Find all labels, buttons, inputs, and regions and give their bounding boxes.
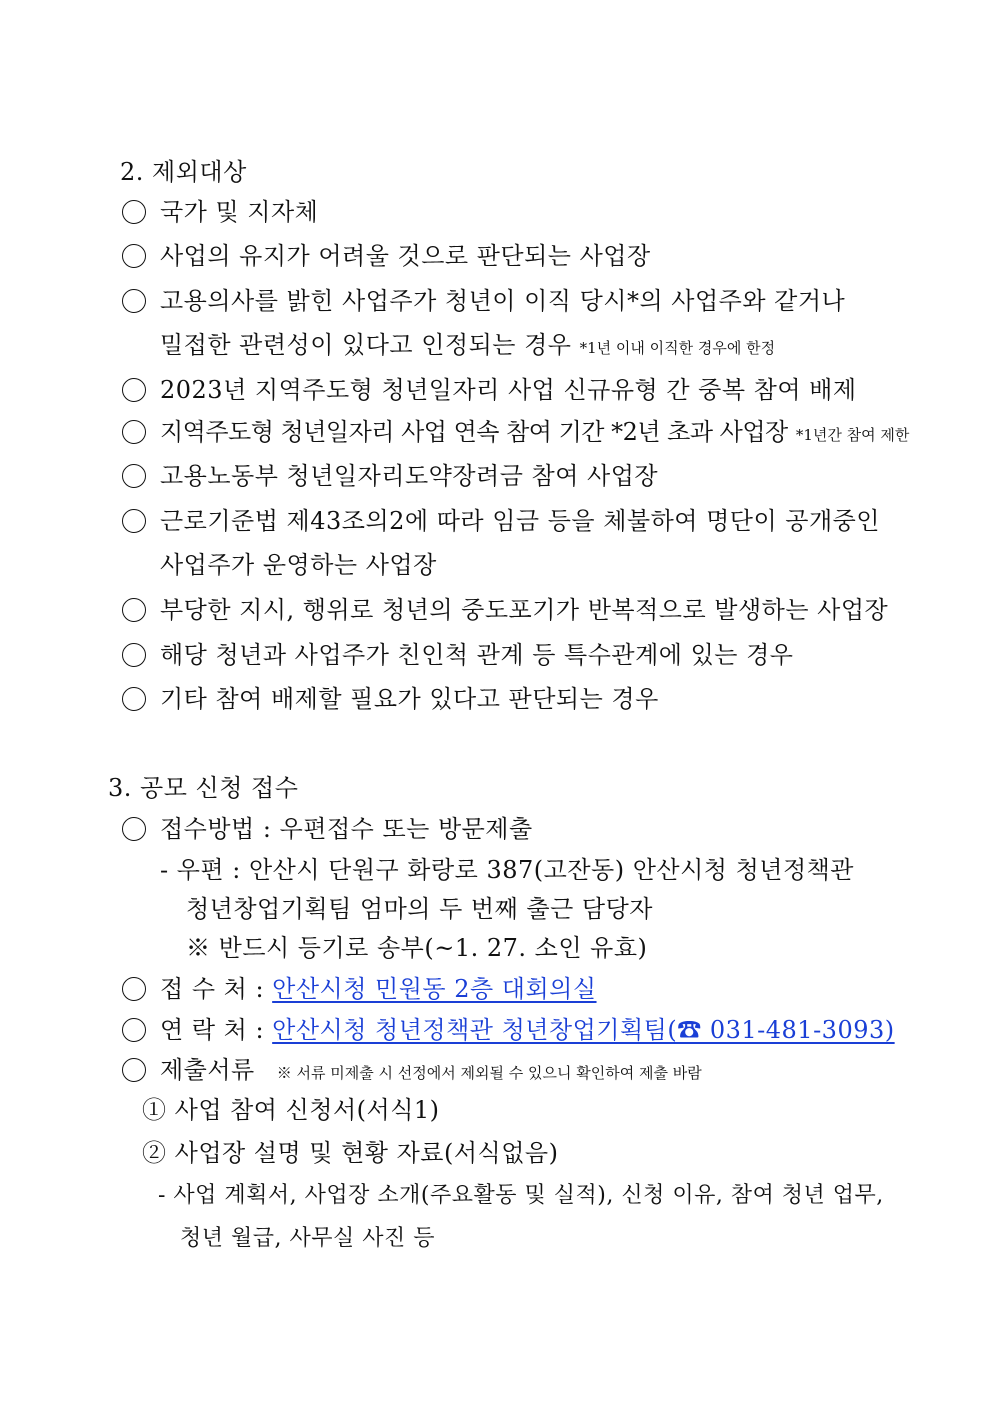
circle-bullet-icon <box>122 509 146 533</box>
circle-bullet-icon <box>122 977 146 1001</box>
footnote: *1년 이내 이직한 경우에 한정 <box>579 339 776 357</box>
list-item: 지역주도형 청년일자리 사업 연속 참여 기간 *2년 초과 사업장 *1년간 참여 제한 <box>122 416 909 451</box>
circle-bullet-icon <box>122 378 146 402</box>
contact-link[interactable]: 안산시청 청년정책관 청년창업기획팀(☎ 031-481-3093) <box>272 1016 895 1044</box>
circle-bullet-icon <box>122 1058 146 1082</box>
document-item: ② 사업장 설명 및 현황 자료(서식없음) <box>142 1139 559 1167</box>
list-item-continuation: 사업주가 운영하는 사업장 <box>160 551 437 579</box>
circle-bullet-icon <box>122 244 146 268</box>
document-detail: 청년 월급, 사무실 사진 등 <box>180 1226 435 1251</box>
document-detail: - 사업 계획서, 사업장 소개(주요활동 및 실적), 신청 이유, 참여 청년 업무, <box>158 1183 884 1208</box>
reception-place-link[interactable]: 안산시청 민원동 2층 대회의실 <box>272 975 597 1003</box>
circle-bullet-icon <box>122 817 146 841</box>
list-item: 접수방법 : 우편접수 또는 방문제출 <box>122 813 533 845</box>
post-notice: ※ 반드시 등기로 송부(~1. 27. 소인 유효) <box>186 934 648 962</box>
list-item: 기타 참여 배제할 필요가 있다고 판단되는 경우 <box>122 683 659 715</box>
footnote: *1년간 참여 제한 <box>795 426 910 444</box>
post-address: - 우편 : 안산시 단원구 화랑로 387(고잔동) 안산시청 청년정책관 <box>160 856 854 884</box>
list-item: 해당 청년과 사업주가 친인척 관계 등 특수관계에 있는 경우 <box>122 639 793 671</box>
list-item: 고용노동부 청년일자리도약장려금 참여 사업장 <box>122 460 658 492</box>
list-item: 국가 및 지자체 <box>122 196 318 228</box>
list-item: 연 락 처 : 안산시청 청년정책관 청년창업기획팀(☎ 031-481-3093) <box>122 1014 895 1046</box>
post-recipient: 청년창업기획팀 엄마의 두 번째 출근 담당자 <box>186 895 653 923</box>
circle-bullet-icon <box>122 200 146 224</box>
circle-bullet-icon <box>122 420 146 444</box>
circle-bullet-icon <box>122 643 146 667</box>
list-item: 사업의 유지가 어려울 것으로 판단되는 사업장 <box>122 240 651 272</box>
list-item: 근로기준법 제43조의2에 따라 임금 등을 체불하여 명단이 공개중인 <box>122 505 880 537</box>
list-item: 2023년 지역주도형 청년일자리 사업 신규유형 간 중복 참여 배제 <box>122 374 857 406</box>
section-2-title: 2. 제외대상 <box>120 158 247 186</box>
circle-bullet-icon <box>122 598 146 622</box>
circle-bullet-icon <box>122 464 146 488</box>
list-item: 접 수 처 : 안산시청 민원동 2층 대회의실 <box>122 973 597 1005</box>
list-item-continuation: 밀접한 관련성이 있다고 인정되는 경우 *1년 이내 이직한 경우에 한정 <box>160 331 776 359</box>
list-item: 제출서류 ※ 서류 미제출 시 선정에서 제외될 수 있으니 확인하여 제출 바람 <box>122 1054 702 1089</box>
document-item: ① 사업 참여 신청서(서식1) <box>142 1096 440 1124</box>
docs-notice: ※ 서류 미제출 시 선정에서 제외될 수 있으니 확인하여 제출 바람 <box>276 1064 702 1082</box>
circle-bullet-icon <box>122 289 146 313</box>
list-item: 부당한 지시, 행위로 청년의 중도포기가 반복적으로 발생하는 사업장 <box>122 594 888 626</box>
section-3-title: 3. 공모 신청 접수 <box>108 774 299 802</box>
list-item: 고용의사를 밝힌 사업주가 청년이 이직 당시*의 사업주와 같거나 <box>122 285 845 317</box>
circle-bullet-icon <box>122 687 146 711</box>
circle-bullet-icon <box>122 1018 146 1042</box>
